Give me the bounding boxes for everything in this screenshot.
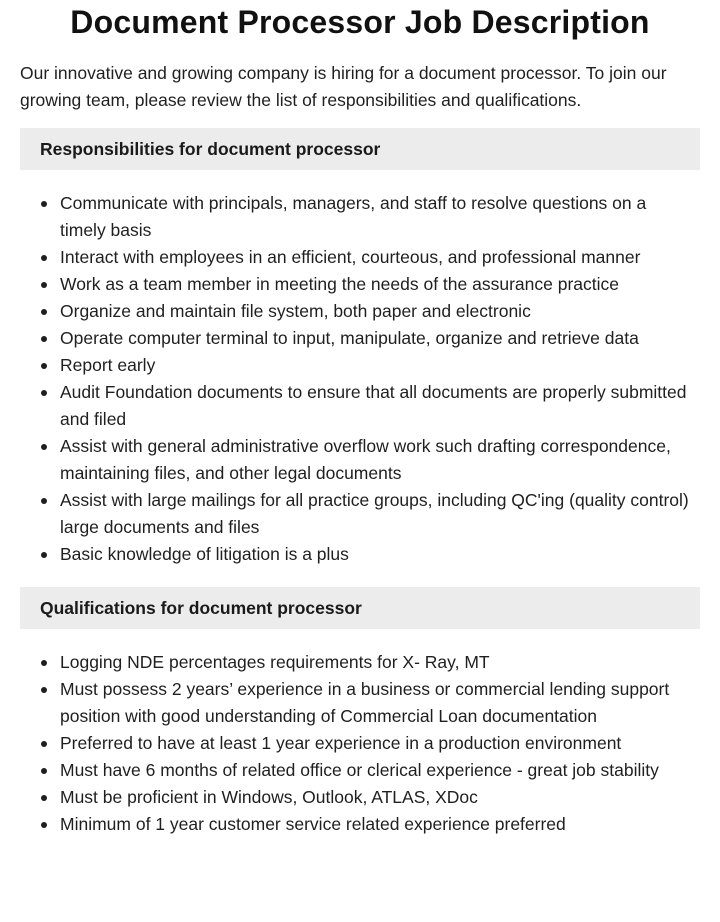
bullet-icon <box>41 390 47 396</box>
bullet-icon <box>41 498 47 504</box>
intro-paragraph: Our innovative and growing company is hiring for a document processor. To join our growing team, please review the list of responsibilities and qualifications. <box>20 63 667 110</box>
list-item-text: Organize and maintain file system, both paper and electronic <box>60 301 531 321</box>
list-item <box>20 487 700 541</box>
list-item <box>20 784 700 811</box>
list-item-text: Work as a team member in meeting the needs of the assurance practice <box>60 274 619 294</box>
list-item-text: Must have 6 months of related office or clerical experience - great job stability <box>60 760 659 780</box>
qualifications-list <box>20 649 700 838</box>
list-item-text: Operate computer terminal to input, manipulate, organize and retrieve data <box>60 328 639 348</box>
bullet-icon <box>41 552 47 558</box>
list-item <box>20 811 700 838</box>
bullet-icon <box>41 282 47 288</box>
list-item-text: Must possess 2 years’ experience in a business or commercial lending support position with good understanding of Commercial Loan documentation <box>60 679 670 726</box>
bullet-icon <box>41 741 47 747</box>
list-item-text: Assist with general administrative overflow work such drafting correspondence, maintaining files, and other legal documents <box>60 436 671 483</box>
list-item <box>20 352 700 379</box>
list-item-text: Preferred to have at least 1 year experience in a production environment <box>60 733 622 753</box>
bullet-icon <box>41 444 47 450</box>
list-item-text: Assist with large mailings for all practice groups, including QC'ing (quality control) large documents and files <box>60 490 689 537</box>
responsibilities-heading: Responsibilities for document processor <box>20 128 700 170</box>
list-item-text: Interact with employees in an efficient, courteous, and professional manner <box>60 247 641 267</box>
bullet-icon <box>41 687 47 693</box>
page-title: Document Processor Job Description <box>70 4 650 40</box>
list-item <box>20 271 700 298</box>
list-item <box>20 649 700 676</box>
list-item-text: Must be proficient in Windows, Outlook, ATLAS, XDoc <box>60 787 478 807</box>
bullet-icon <box>41 309 47 315</box>
bullet-icon <box>41 768 47 774</box>
bullet-icon <box>41 255 47 261</box>
list-item <box>20 757 700 784</box>
list-item-text: Minimum of 1 year customer service related experience preferred <box>60 814 566 834</box>
list-item <box>20 244 700 271</box>
list-item <box>20 433 700 487</box>
qualifications-heading: Qualifications for document processor <box>20 587 700 629</box>
list-item <box>20 541 700 568</box>
list-item <box>20 190 700 244</box>
list-item-text: Report early <box>60 355 156 375</box>
list-item-text: Communicate with principals, managers, and staff to resolve questions on a timely basis <box>60 193 647 240</box>
bullet-icon <box>41 660 47 666</box>
list-item <box>20 676 700 730</box>
list-item <box>20 730 700 757</box>
list-item-text: Audit Foundation documents to ensure that all documents are properly submitted and filed <box>60 382 687 429</box>
bullet-icon <box>41 822 47 828</box>
list-item-text: Basic knowledge of litigation is a plus <box>60 544 349 564</box>
responsibilities-list <box>20 190 700 568</box>
bullet-icon <box>41 201 47 207</box>
bullet-icon <box>41 336 47 342</box>
list-item <box>20 379 700 433</box>
bullet-icon <box>41 795 47 801</box>
list-item-text: Logging NDE percentages requirements for X- Ray, MT <box>60 652 490 672</box>
list-item <box>20 298 700 325</box>
bullet-icon <box>41 363 47 369</box>
list-item <box>20 325 700 352</box>
